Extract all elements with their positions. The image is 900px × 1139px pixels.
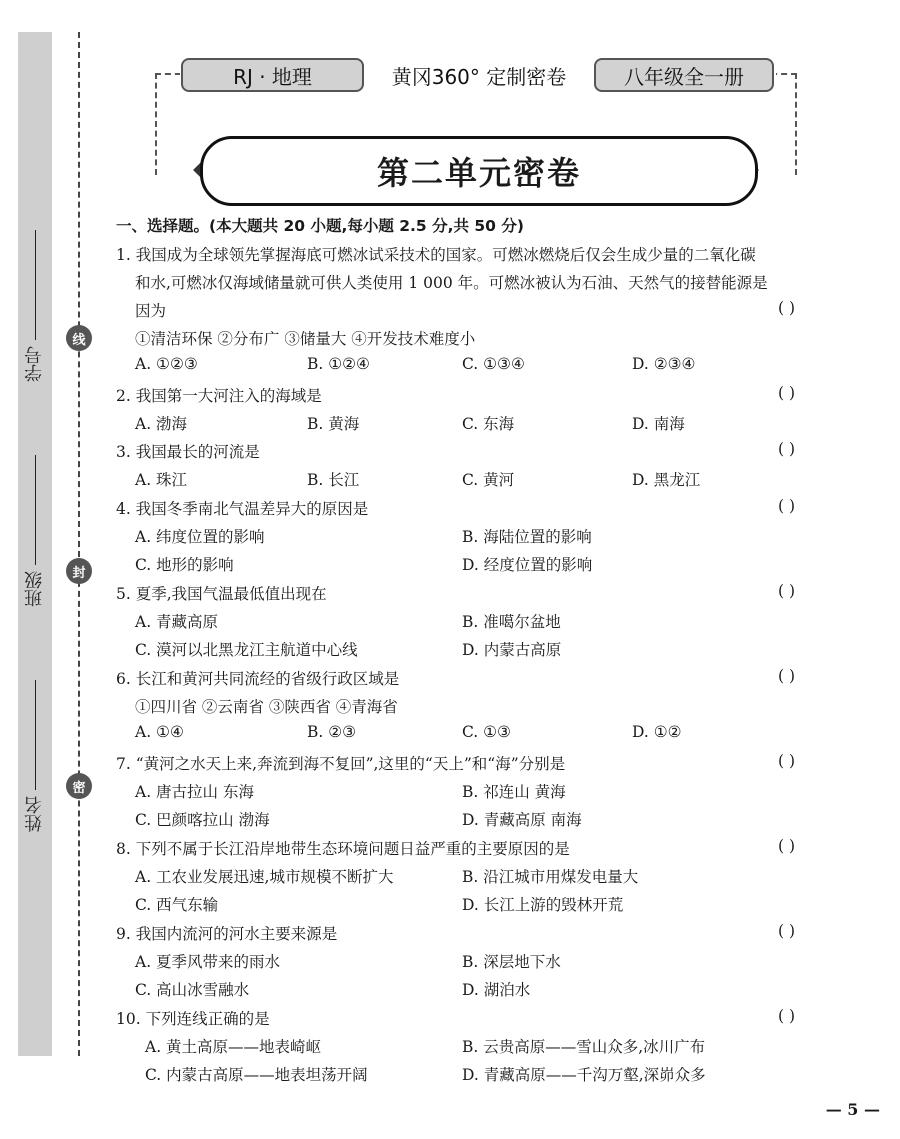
q9-option-d: D. 湖泊水 — [462, 981, 531, 999]
q10-answer-blank[interactable]: ( ) — [778, 1007, 796, 1025]
q7-option-a: A. 唐古拉山 东海 — [135, 783, 254, 801]
q10-stem: 10. 下列连线正确的是 — [116, 1010, 270, 1028]
q8-answer-blank[interactable]: ( ) — [778, 837, 796, 855]
q6-stem: 6. 长江和黄河共同流经的省级行政区域是 — [116, 670, 400, 688]
q3-answer-blank[interactable]: ( ) — [778, 440, 796, 458]
q8-option-c: C. 西气东输 — [135, 896, 219, 914]
q2-stem: 2. 我国第一大河注入的海域是 — [116, 387, 322, 405]
class-label: 班级 — [24, 571, 45, 607]
q10-option-c: C. 内蒙古高原——地表坦荡开阔 — [145, 1066, 368, 1084]
q9-option-c: C. 高山冰雪融水 — [135, 981, 250, 999]
q1-answer-blank[interactable]: ( ) — [778, 299, 796, 317]
q1-option-b: B. ①②④ — [307, 355, 370, 373]
q4-answer-blank[interactable]: ( ) — [778, 497, 796, 515]
class-underline — [35, 455, 36, 565]
q4-option-b: B. 海陆位置的影响 — [462, 528, 592, 546]
student-id-underline — [35, 230, 36, 340]
q5-option-b: B. 准噶尔盆地 — [462, 613, 561, 631]
binding-dashed-line — [78, 32, 80, 1056]
q2-option-b: B. 黄海 — [307, 415, 360, 433]
q7-option-c: C. 巴颜喀拉山 渤海 — [135, 811, 270, 829]
q3-option-a: A. 珠江 — [135, 471, 188, 489]
q3-option-d: D. 黑龙江 — [632, 471, 701, 489]
q1-option-d: D. ②③④ — [632, 355, 696, 373]
q2-answer-blank[interactable]: ( ) — [778, 384, 796, 402]
name-field — [20, 680, 50, 832]
q9-stem: 9. 我国内流河的河水主要来源是 — [116, 925, 338, 943]
q8-stem: 8. 下列不属于长江沿岸地带生态环境问题日益严重的主要原因的是 — [116, 840, 570, 858]
seal-seal-badge: 封 — [66, 558, 92, 584]
q10-option-d: D. 青藏高原——千沟万壑,深峁众多 — [462, 1066, 706, 1084]
q6-option-b: B. ②③ — [307, 723, 357, 741]
q10-option-a: A. 黄土高原——地表崎岖 — [145, 1038, 322, 1056]
q9-answer-blank[interactable]: ( ) — [778, 922, 796, 940]
q6-statements: ①四川省 ②云南省 ③陕西省 ④青海省 — [135, 698, 398, 716]
q1-option-a: A. ①②③ — [135, 355, 198, 373]
class-field — [20, 455, 50, 607]
q7-option-b: B. 祁连山 黄海 — [462, 783, 566, 801]
name-underline — [35, 680, 36, 790]
q8-option-b: B. 沿江城市用煤发电量大 — [462, 868, 639, 886]
q6-option-c: C. ①③ — [462, 723, 511, 741]
q9-option-a: A. 夏季风带来的雨水 — [135, 953, 281, 971]
q3-option-b: B. 长江 — [307, 471, 360, 489]
q2-option-a: A. 渤海 — [135, 415, 188, 433]
q8-option-a: A. 工农业发展迅速,城市规模不断扩大 — [135, 868, 394, 886]
q4-option-a: A. 纬度位置的影响 — [135, 528, 265, 546]
q5-option-a: A. 青藏高原 — [135, 613, 219, 631]
q4-option-d: D. 经度位置的影响 — [462, 556, 593, 574]
unit-title: 第二单元密卷 — [200, 136, 758, 206]
q4-option-c: C. 地形的影响 — [135, 556, 234, 574]
q2-option-d: D. 南海 — [632, 415, 685, 433]
q5-option-d: D. 内蒙古高原 — [462, 641, 562, 659]
section-title: 一、选择题。(本大题共 20 小题,每小题 2.5 分,共 50 分) — [116, 217, 524, 235]
page-number: — 5 — — [825, 1100, 880, 1119]
q6-option-a: A. ①④ — [135, 723, 184, 741]
q9-option-b: B. 深层地下水 — [462, 953, 561, 971]
student-id-label: 学号 — [24, 346, 45, 382]
seal-secret-badge: 密 — [66, 773, 92, 799]
q1-line1: 1. 我国成为全球领先掌握海底可燃冰试采技术的国家。可燃冰燃烧后仅会生成少量的二氧化碳 — [116, 246, 756, 264]
q8-option-d: D. 长江上游的毁林开荒 — [462, 896, 624, 914]
q5-option-c: C. 漠河以北黑龙江主航道中心线 — [135, 641, 358, 659]
brand-title: 黄冈360° 定制密卷 — [391, 64, 567, 89]
q1-line2: 和水,可燃冰仅海域储量就可供人类使用 1 000 年。可燃冰被认为石油、天然气的接替能源是 — [135, 274, 768, 292]
q10-option-b: B. 云贵高原——雪山众多,冰川广布 — [462, 1038, 706, 1056]
q1-option-c: C. ①③④ — [462, 355, 525, 373]
q6-answer-blank[interactable]: ( ) — [778, 667, 796, 685]
q1-statements: ①清洁环保 ②分布广 ③储量大 ④开发技术难度小 — [135, 330, 476, 348]
q2-option-c: C. 东海 — [462, 415, 515, 433]
q4-stem: 4. 我国冬季南北气温差异大的原因是 — [116, 500, 369, 518]
name-label: 姓名 — [24, 796, 45, 832]
q7-option-d: D. 青藏高原 南海 — [462, 811, 582, 829]
q3-option-c: C. 黄河 — [462, 471, 515, 489]
q5-answer-blank[interactable]: ( ) — [778, 582, 796, 600]
q5-stem: 5. 夏季,我国气温最低值出现在 — [116, 585, 327, 603]
grade-pill: 八年级全一册 — [594, 58, 774, 92]
seal-line-badge: 线 — [66, 325, 92, 351]
q3-stem: 3. 我国最长的河流是 — [116, 443, 260, 461]
subject-pill: RJ · 地理 — [181, 58, 364, 92]
q7-answer-blank[interactable]: ( ) — [778, 752, 796, 770]
q1-line3: 因为 — [135, 302, 167, 320]
student-id-field — [20, 230, 50, 382]
q6-option-d: D. ①② — [632, 723, 682, 741]
q7-stem: 7. “黄河之水天上来,奔流到海不复回”,这里的“天上”和“海”分别是 — [116, 755, 566, 773]
